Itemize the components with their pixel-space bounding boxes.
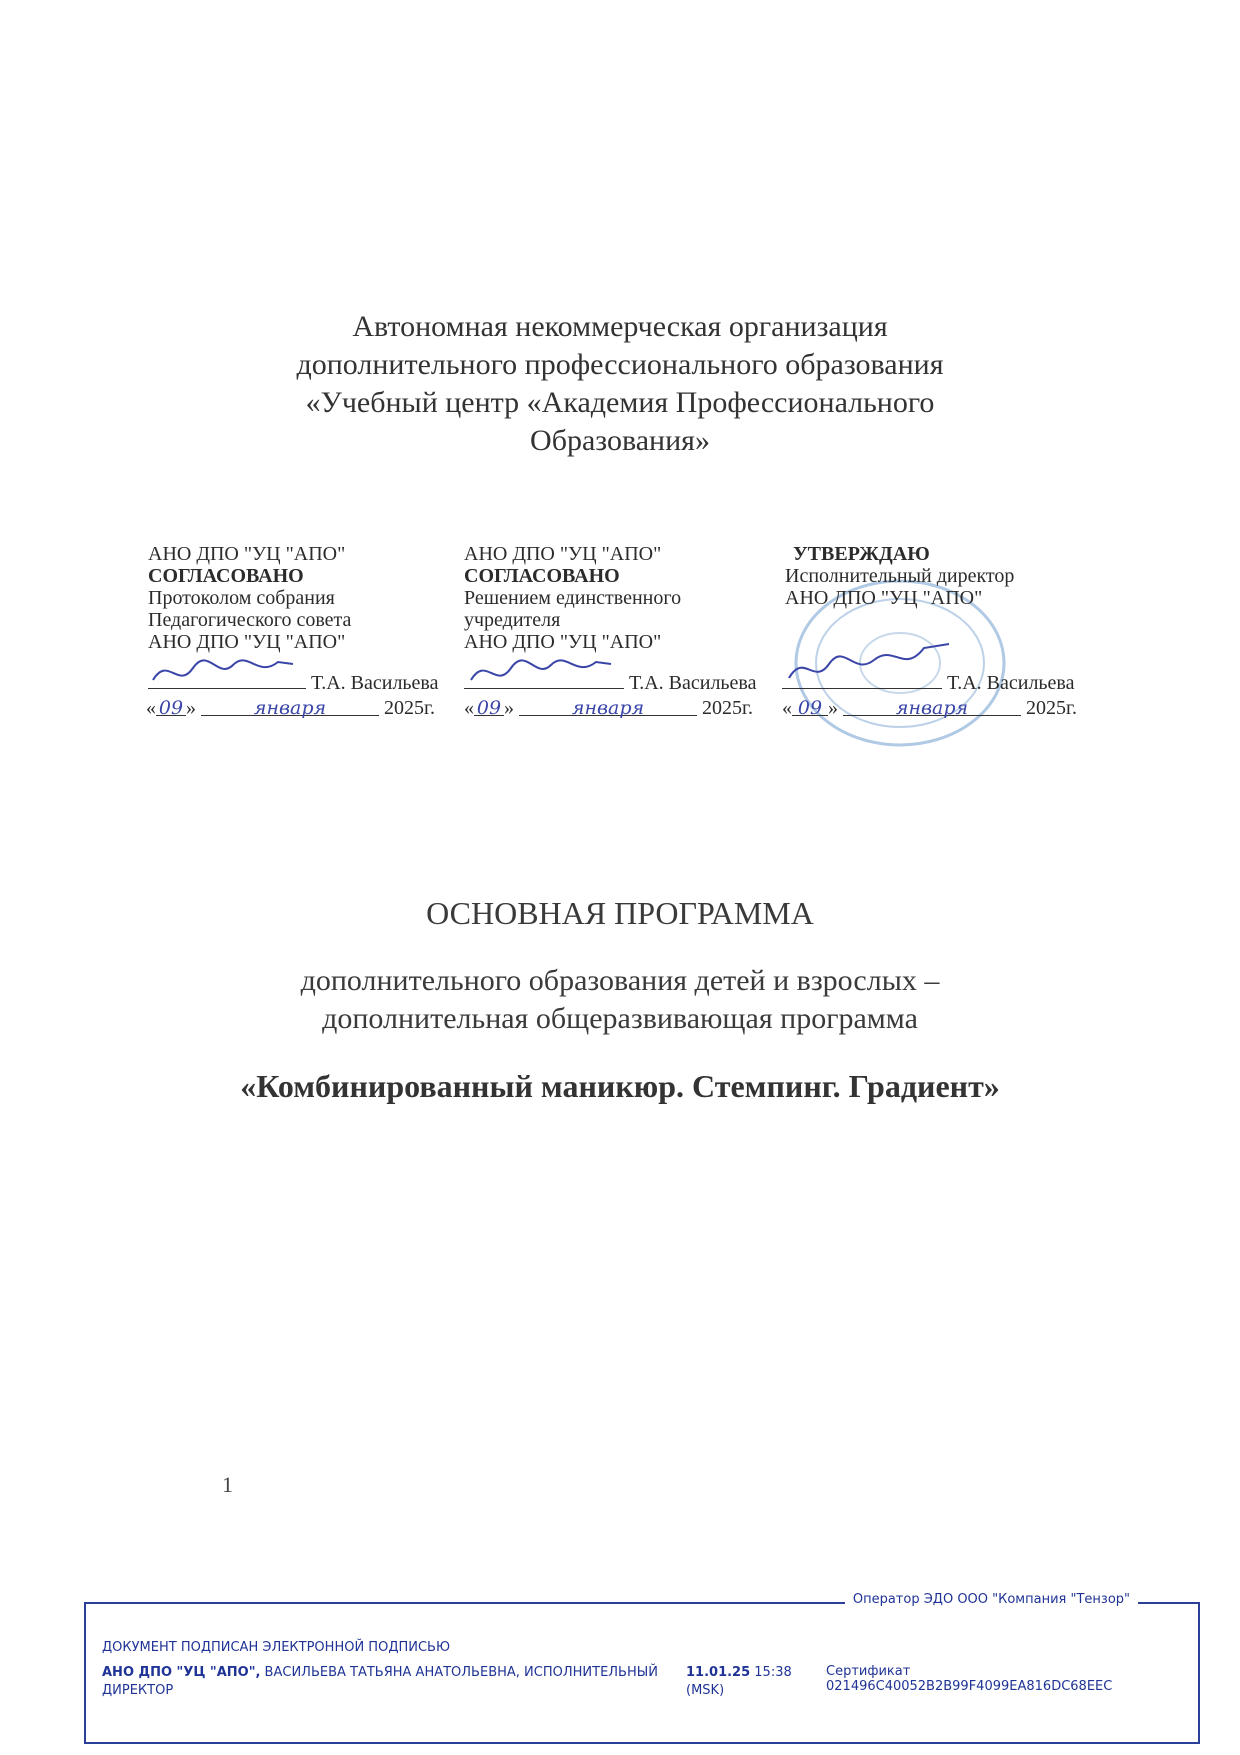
approval3-signer: Т.А. Васильева: [947, 672, 1075, 694]
edo-certificate: Сертификат 021496C40052B2B99F4099EA816DC68EEC: [826, 1664, 1113, 1694]
approval3-line1: Исполнительный директор: [785, 565, 1015, 587]
approval2-line2: учредителя: [464, 609, 561, 631]
approval2-line1: Решением единственного: [464, 587, 682, 609]
approval2-day: 09: [474, 697, 504, 716]
organization-title: [0, 308, 1240, 460]
approval2-line3: АНО ДПО "УЦ "АПО": [464, 631, 662, 653]
edo-header: ДОКУМЕНТ ПОДПИСАН ЭЛЕКТРОННОЙ ПОДПИСЬЮ: [102, 1640, 451, 1655]
approval1-status: СОГЛАСОВАНО: [148, 565, 304, 587]
approval-block-pedagogical-council: [148, 543, 351, 653]
edo-signer: [102, 1664, 662, 1700]
edo-timezone: (MSK): [686, 1683, 725, 1698]
org-title-line2: дополнительного профессионального образования: [296, 348, 944, 381]
edo-signer-org: АНО ДПО "УЦ "АПО",: [102, 1665, 261, 1680]
signature-icon: [148, 650, 298, 690]
program-subtitle-line1: дополнительного образования детей и взрослых –: [300, 964, 940, 997]
approval2-status: СОГЛАСОВАНО: [464, 565, 620, 587]
approval1-date-line: « 09 » января 2025г.: [146, 697, 435, 719]
approval2-month: января: [519, 697, 697, 716]
edo-time: 15:38: [750, 1665, 792, 1680]
org-title-line3: «Учебный центр «Академия Профессионального: [305, 386, 935, 419]
approval2-signer: Т.А. Васильева: [629, 672, 757, 694]
approval2-date-line: « 09 » января 2025г.: [464, 697, 753, 719]
approval1-year: 2025г.: [384, 697, 435, 719]
approval3-status: УТВЕРЖДАЮ: [793, 543, 930, 565]
approval3-line2: АНО ДПО "УЦ "АПО": [785, 587, 983, 609]
approval2-org: АНО ДПО "УЦ "АПО": [464, 543, 662, 565]
org-title-line1: Автономная некоммерческая организация: [352, 310, 888, 343]
edo-signer-name: ВАСИЛЬЕВА ТАТЬЯНА АНАТОЛЬЕВНА, ИСПОЛНИТЕЛЬНЫЙ ДИРЕКТОР: [102, 1665, 658, 1698]
approval1-line2: Педагогического совета: [148, 609, 352, 631]
approval-block-founder: [464, 543, 681, 653]
approval3-month: января: [843, 697, 1021, 716]
approval1-line1: Протоколом собрания: [148, 587, 335, 609]
approval-block-director: [785, 543, 1014, 609]
approval2-year: 2025г.: [702, 697, 753, 719]
edo-operator: Оператор ЭДО ООО "Компания "Тензор": [845, 1592, 1138, 1607]
approval3-date-line: « 09 » января 2025г.: [782, 697, 1077, 719]
signature-icon: [784, 640, 954, 690]
program-name: «Комбинированный маникюр. Стемпинг. Градиент»: [240, 1068, 1000, 1104]
page-number: 1: [222, 1472, 233, 1497]
org-title-line4: Образования»: [530, 424, 710, 457]
approval1-org: АНО ДПО "УЦ "АПО": [148, 543, 346, 565]
edo-date: 11.01.25: [686, 1665, 751, 1680]
program-subtitle-line2: дополнительная общеразвивающая программа: [322, 1002, 918, 1035]
approval1-day: 09: [156, 697, 186, 716]
electronic-signature-box: [84, 1592, 1200, 1744]
approval1-signer: Т.А. Васильева: [311, 672, 439, 694]
approval3-year: 2025г.: [1026, 697, 1077, 719]
approval1-line3: АНО ДПО "УЦ "АПО": [148, 631, 346, 653]
edo-datetime: [686, 1664, 792, 1700]
program-subtitle: [0, 962, 1240, 1038]
program-title: ОСНОВНАЯ ПРОГРАММА: [426, 895, 814, 931]
signature-icon: [466, 650, 616, 690]
approval3-day: 09: [792, 697, 828, 716]
approval1-month: января: [201, 697, 379, 716]
